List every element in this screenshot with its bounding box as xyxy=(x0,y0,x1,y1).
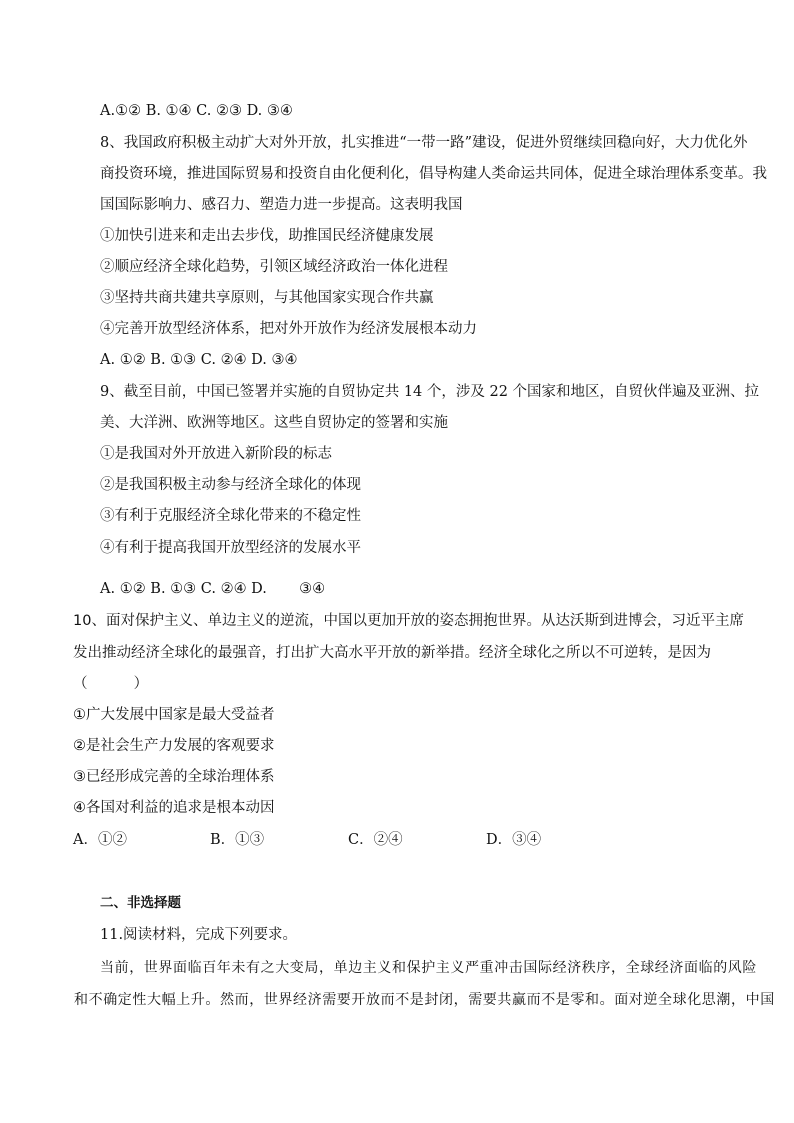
q8-choice-4: ④完善开放型经济体系，把对外开放作为经济发展根本动力 xyxy=(100,321,477,337)
q8-choice-2: ②顺应经济全球化趋势，引领区域经济政治一体化进程 xyxy=(100,259,448,275)
q10-stem-line-2: 发出推动经济全球化的最强音，打出扩大高水平开放的新举措。经济全球化之所以不可逆转，是因为 xyxy=(73,645,711,661)
q10-stem-line-1: 10、面对保护主义、单边主义的逆流，中国以更加开放的姿态拥抱世界。从达沃斯到进博会，习近平主席 xyxy=(73,613,744,629)
q7-options: A.①② B. ①④ C. ②③ D. ③④ xyxy=(100,103,293,119)
q10-choice-4: ④各国对利益的追求是根本动因 xyxy=(73,800,275,816)
q9-stem-line-1: 9、截至目前，中国已签署并实施的自贸协定共 14 个，涉及 22 个国家和地区，自贸伙伴遍及亚洲、拉 xyxy=(100,384,760,400)
material-line-2: 和不确定性大幅上升。然而，世界经济需要开放而不是封闭，需要共赢而不是零和。面对逆全球化思潮，中国 xyxy=(74,992,775,1008)
q10-blank: （ ） xyxy=(73,676,149,692)
q9-options: A. ①② B. ①③ C. ②④ D. ③④ xyxy=(100,581,326,597)
q10-choice-1: ①广大发展中国家是最大受益者 xyxy=(73,707,275,723)
q8-stem-line-3: 国国际影响力、感召力、塑造力进一步提高。这表明我国 xyxy=(100,197,463,213)
q10-option-b: B．①③ xyxy=(210,832,265,848)
q8-stem-line-2: 商投资环境，推进国际贸易和投资自由化便利化，倡导构建人类命运共同体，促进全球治理体系变革。我 xyxy=(100,166,767,182)
q9-choice-2: ②是我国积极主动参与经济全球化的体现 xyxy=(100,477,361,493)
q10-choice-2: ②是社会生产力发展的客观要求 xyxy=(73,738,275,754)
q9-stem-line-2: 美、大洋洲、欧洲等地区。这些自贸协定的签署和实施 xyxy=(100,415,448,431)
q10-choice-3: ③已经形成完善的全球治理体系 xyxy=(73,769,275,785)
q9-choice-1: ①是我国对外开放进入新阶段的标志 xyxy=(100,446,332,462)
q8-choice-3: ③坚持共商共建共享原则，与其他国家实现合作共赢 xyxy=(100,290,434,306)
q8-options: A. ①② B. ①③ C. ②④ D. ③④ xyxy=(100,352,298,368)
material-line-1: 当前，世界面临百年未有之大变局，单边主义和保护主义严重冲击国际经济秩序，全球经济面临的风险 xyxy=(100,960,757,976)
section-heading: 二、非选择题 xyxy=(100,895,181,911)
q10-option-c: C．②④ xyxy=(348,832,403,848)
q10-option-d: D．③④ xyxy=(486,832,542,848)
q9-choice-4: ④有利于提高我国开放型经济的发展水平 xyxy=(100,540,361,556)
q11-intro: 11.阅读材料，完成下列要求。 xyxy=(100,927,298,943)
q8-choice-1: ①加快引进来和走出去步伐，助推国民经济健康发展 xyxy=(100,228,434,244)
q8-stem-line-1: 8、我国政府积极主动扩大对外开放，扎实推进“一带一路”建设，促进外贸继续回稳向好，大力优化外 xyxy=(100,135,748,151)
q10-option-a: A．①② xyxy=(73,832,127,848)
q9-choice-3: ③有利于克服经济全球化带来的不稳定性 xyxy=(100,508,361,524)
